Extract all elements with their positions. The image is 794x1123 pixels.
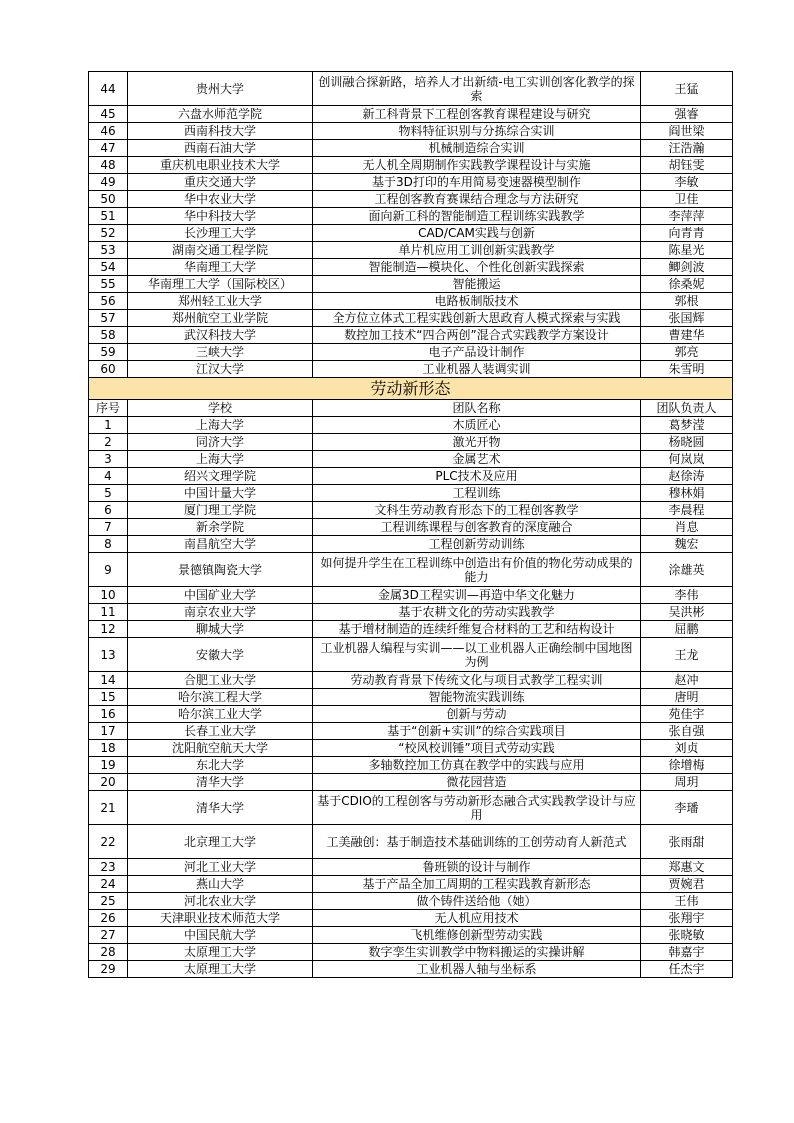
row-number: 55 [89,276,128,293]
row-number: 47 [89,140,128,157]
row-school: 天津职业技术师范大学 [128,910,313,927]
row-school: 华中农业大学 [128,191,313,208]
row-leader: 曹建华 [641,327,733,344]
row-number: 15 [89,689,128,706]
row-number: 51 [89,208,128,225]
row-school: 华南理工大学 [128,259,313,276]
row-school: 江汉大学 [128,361,313,378]
row-team-name: 金属艺术 [313,451,641,468]
section-row [89,378,733,400]
row-team-name: 鲁班锁的设计与制作 [313,859,641,876]
row-leader: 鲫剑波 [641,259,733,276]
row-leader: 郭根 [641,293,733,310]
table-row [89,157,733,174]
table-body-part2 [89,417,733,978]
row-team-name: 工美融创：基于制造技术基础训练的工创劳动育人新范式 [313,825,641,859]
row-number: 58 [89,327,128,344]
table-row [89,672,733,689]
table-row [89,417,733,434]
table-row [89,893,733,910]
row-leader: 阎世梁 [641,123,733,140]
row-team-name: 新工科背景下工程创客教育课程建设与研究 [313,106,641,123]
row-school: 上海大学 [128,417,313,434]
row-number: 59 [89,344,128,361]
row-school: 太原理工大学 [128,944,313,961]
row-team-name: 物料特征识别与分拣综合实训 [313,123,641,140]
table-row [89,106,733,123]
row-leader: 强睿 [641,106,733,123]
row-school: 清华大学 [128,791,313,825]
row-number: 3 [89,451,128,468]
row-school: 重庆机电职业技术大学 [128,157,313,174]
row-number: 13 [89,638,128,672]
row-leader: 胡钰雯 [641,157,733,174]
table-row [89,553,733,587]
row-number: 56 [89,293,128,310]
table-body-part1 [89,72,733,378]
row-team-name: 劳动教育背景下传统文化与项目式教学工程实训 [313,672,641,689]
row-number: 6 [89,502,128,519]
section-title: 劳动新形态 [89,378,733,400]
row-leader: 李晨程 [641,502,733,519]
table-row [89,191,733,208]
row-team-name: 基于“创新+实训”的综合实践项目 [313,723,641,740]
row-leader: 何岚岚 [641,451,733,468]
table-row [89,536,733,553]
row-number: 1 [89,417,128,434]
row-school: 河北工业大学 [128,859,313,876]
row-team-name: 全方位立体式工程实践创新大思政育人模式探索与实践 [313,310,641,327]
row-team-name: 工业机器人编程与实训——以工业机器人正确绘制中国地图为例 [313,638,641,672]
table-row [89,944,733,961]
table-row [89,604,733,621]
section-and-header [89,378,733,417]
row-team-name: 微花园营造 [313,774,641,791]
row-leader: 苑佳宇 [641,706,733,723]
table-row [89,259,733,276]
row-number: 28 [89,944,128,961]
row-team-name: 数字孪生实训教学中物料搬运的实操讲解 [313,944,641,961]
row-leader: 屈鹏 [641,621,733,638]
row-number: 53 [89,242,128,259]
row-school: 清华大学 [128,774,313,791]
table-row [89,706,733,723]
row-school: 同济大学 [128,434,313,451]
row-school: 燕山大学 [128,876,313,893]
row-team-name: PLC技术及应用 [313,468,641,485]
row-leader: 葛梦滢 [641,417,733,434]
table-row [89,276,733,293]
row-leader: 李萍萍 [641,208,733,225]
row-leader: 张雨甜 [641,825,733,859]
row-number: 54 [89,259,128,276]
row-leader: 赵冲 [641,672,733,689]
table-row [89,774,733,791]
row-team-name: 木质匠心 [313,417,641,434]
row-leader: 陈星光 [641,242,733,259]
row-number: 57 [89,310,128,327]
row-leader: 李璠 [641,791,733,825]
row-leader: 李敏 [641,174,733,191]
row-leader: 刘贞 [641,740,733,757]
row-leader: 吴洪彬 [641,604,733,621]
row-team-name: 智能搬运 [313,276,641,293]
row-number: 27 [89,927,128,944]
table-row [89,519,733,536]
row-number: 44 [89,72,128,106]
table-row [89,344,733,361]
row-school: 西南科技大学 [128,123,313,140]
row-team-name: 智能物流实践训练 [313,689,641,706]
row-school: 上海大学 [128,451,313,468]
row-leader: 王猛 [641,72,733,106]
row-number: 20 [89,774,128,791]
row-leader: 李伟 [641,587,733,604]
row-number: 12 [89,621,128,638]
table-row [89,825,733,859]
row-number: 49 [89,174,128,191]
row-number: 5 [89,485,128,502]
row-team-name: 面向新工科的智能制造工程训练实践教学 [313,208,641,225]
row-number: 45 [89,106,128,123]
row-number: 17 [89,723,128,740]
row-team-name: 电路板制版技术 [313,293,641,310]
row-number: 23 [89,859,128,876]
row-school: 南京农业大学 [128,604,313,621]
row-team-name: 创训融合探新路，培养人才出新绩-电工实训创客化教学的探索 [313,72,641,106]
header-team: 团队名称 [313,400,641,417]
row-leader: 韩嘉宇 [641,944,733,961]
row-number: 60 [89,361,128,378]
row-leader: 朱雪明 [641,361,733,378]
row-number: 18 [89,740,128,757]
table-row [89,310,733,327]
row-leader: 赵徐涛 [641,468,733,485]
row-number: 46 [89,123,128,140]
award-list-table [88,71,733,978]
row-team-name: CAD/CAM实践与创新 [313,225,641,242]
row-team-name: 单片机应用工训创新实践教学 [313,242,641,259]
table-row [89,327,733,344]
row-number: 24 [89,876,128,893]
row-leader: 徐桑妮 [641,276,733,293]
row-team-name: 基于农耕文化的劳动实践教学 [313,604,641,621]
row-number: 10 [89,587,128,604]
row-team-name: 工程创客教育赛课结合理念与方法研究 [313,191,641,208]
table-row [89,225,733,242]
row-team-name: 基于CDIO的工程创客与劳动新形态融合式实践教学设计与应用 [313,791,641,825]
row-number: 7 [89,519,128,536]
header-school: 学校 [128,400,313,417]
row-team-name: 创新与劳动 [313,706,641,723]
row-school: 合肥工业大学 [128,672,313,689]
row-team-name: 基于产品全加工周期的工程实践教育新形态 [313,876,641,893]
row-school: 长春工业大学 [128,723,313,740]
row-number: 9 [89,553,128,587]
table-row [89,621,733,638]
row-leader: 张自强 [641,723,733,740]
row-school: 南昌航空大学 [128,536,313,553]
row-school: 新余学院 [128,519,313,536]
row-school: 中国民航大学 [128,927,313,944]
row-school: 河北农业大学 [128,893,313,910]
row-school: 六盘水师范学院 [128,106,313,123]
row-leader: 贾婉君 [641,876,733,893]
row-team-name: 电子产品设计制作 [313,344,641,361]
table-row [89,927,733,944]
row-team-name: 工业机器人轴与坐标系 [313,961,641,978]
row-team-name: 无人机全周期制作实践教学课程设计与实施 [313,157,641,174]
row-leader: 卫佳 [641,191,733,208]
table-row [89,689,733,706]
row-number: 25 [89,893,128,910]
row-team-name: 工程训练 [313,485,641,502]
row-school: 华南理工大学（国际校区） [128,276,313,293]
table-row [89,723,733,740]
table-row [89,757,733,774]
table-row [89,242,733,259]
table-row [89,961,733,978]
table-row [89,434,733,451]
row-school: 中国计量大学 [128,485,313,502]
row-leader: 杨晓圆 [641,434,733,451]
row-team-name: 文科生劳动教育形态下的工程创客教学 [313,502,641,519]
row-number: 14 [89,672,128,689]
row-school: 沈阳航空航天大学 [128,740,313,757]
table-row [89,740,733,757]
row-number: 48 [89,157,128,174]
row-team-name: 机械制造综合实训 [313,140,641,157]
row-leader: 穆林娟 [641,485,733,502]
table-row [89,140,733,157]
row-school: 重庆交通大学 [128,174,313,191]
table-row [89,72,733,106]
row-team-name: 基于3D打印的车用简易变速器模型制作 [313,174,641,191]
row-school: 绍兴文理学院 [128,468,313,485]
row-school: 长沙理工大学 [128,225,313,242]
table-row [89,587,733,604]
row-leader: 王龙 [641,638,733,672]
table-row [89,791,733,825]
row-team-name: 工程创新劳动训练 [313,536,641,553]
row-school: 郑州航空工业学院 [128,310,313,327]
row-number: 4 [89,468,128,485]
row-school: 湖南交通工程学院 [128,242,313,259]
table-row [89,174,733,191]
row-number: 19 [89,757,128,774]
row-school: 北京理工大学 [128,825,313,859]
row-team-name: 基于增材制造的连续纤维复合材料的工艺和结构设计 [313,621,641,638]
table-row [89,859,733,876]
row-team-name: 智能制造—模块化、个性化创新实践探索 [313,259,641,276]
row-school: 武汉科技大学 [128,327,313,344]
row-leader: 张国辉 [641,310,733,327]
row-school: 华中科技大学 [128,208,313,225]
row-leader: 徐增梅 [641,757,733,774]
row-leader: 向青青 [641,225,733,242]
row-school: 哈尔滨工业大学 [128,706,313,723]
table-row [89,485,733,502]
row-team-name: “校风校训锤”项目式劳动实践 [313,740,641,757]
table-row [89,361,733,378]
row-school: 三峡大学 [128,344,313,361]
row-number: 21 [89,791,128,825]
row-team-name: 如何提升学生在工程训练中创造出有价值的物化劳动成果的能力 [313,553,641,587]
row-number: 52 [89,225,128,242]
row-leader: 周玥 [641,774,733,791]
row-school: 太原理工大学 [128,961,313,978]
table-row [89,293,733,310]
row-school: 郑州轻工业大学 [128,293,313,310]
row-number: 8 [89,536,128,553]
row-number: 29 [89,961,128,978]
row-number: 2 [89,434,128,451]
row-school: 西南石油大学 [128,140,313,157]
table-row [89,451,733,468]
row-school: 安徽大学 [128,638,313,672]
row-leader: 郑惠文 [641,859,733,876]
row-leader: 王伟 [641,893,733,910]
row-school: 景德镇陶瓷大学 [128,553,313,587]
row-team-name: 工业机器人装调实训 [313,361,641,378]
row-team-name: 金属3D工程实训—再造中华文化魅力 [313,587,641,604]
row-number: 26 [89,910,128,927]
row-school: 贵州大学 [128,72,313,106]
table-row [89,208,733,225]
row-leader: 魏宏 [641,536,733,553]
table-row [89,876,733,893]
row-team-name: 数控加工技术“四合两创”混合式实践教学方案设计 [313,327,641,344]
header-no: 序号 [89,400,128,417]
row-leader: 张翔宇 [641,910,733,927]
table-row [89,502,733,519]
row-leader: 涂雄英 [641,553,733,587]
row-team-name: 工程训练课程与创客教育的深度融合 [313,519,641,536]
table-row [89,910,733,927]
row-team-name: 多轴数控加工仿真在教学中的实践与应用 [313,757,641,774]
row-number: 11 [89,604,128,621]
row-number: 16 [89,706,128,723]
row-team-name: 做个铸件送给他（她） [313,893,641,910]
row-leader: 肖息 [641,519,733,536]
row-school: 中国矿业大学 [128,587,313,604]
row-number: 50 [89,191,128,208]
table-row [89,468,733,485]
table-row [89,123,733,140]
row-team-name: 飞机维修创新型劳动实践 [313,927,641,944]
row-leader: 汪浩瀚 [641,140,733,157]
row-team-name: 无人机应用技术 [313,910,641,927]
table-row [89,638,733,672]
header-row [89,400,733,417]
row-leader: 郭亮 [641,344,733,361]
row-leader: 张晓敏 [641,927,733,944]
row-school: 东北大学 [128,757,313,774]
row-school: 聊城大学 [128,621,313,638]
header-leader: 团队负责人 [641,400,733,417]
row-number: 22 [89,825,128,859]
row-school: 哈尔滨工程大学 [128,689,313,706]
row-team-name: 激光开物 [313,434,641,451]
row-leader: 唐明 [641,689,733,706]
row-school: 厦门理工学院 [128,502,313,519]
row-leader: 任杰宇 [641,961,733,978]
